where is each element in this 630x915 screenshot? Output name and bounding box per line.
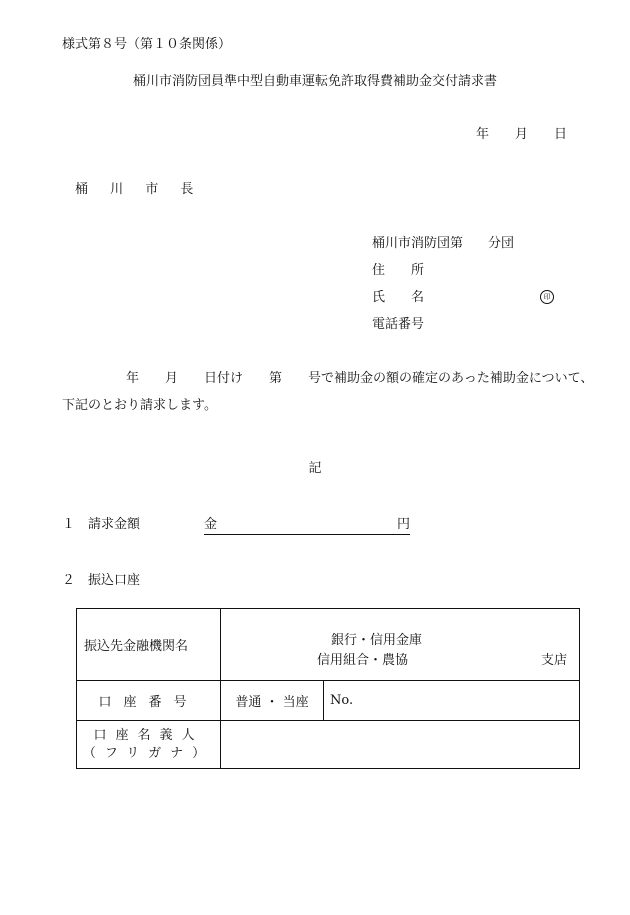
section1-label: １ 請求金額 xyxy=(62,517,141,532)
amount-prefix: 金 xyxy=(204,517,218,532)
account-type-cell xyxy=(221,681,324,721)
account-holder-label-cell xyxy=(77,721,221,769)
bank-name-cell xyxy=(221,609,580,681)
bank-type-line2: 信用組合・農協 xyxy=(317,653,409,668)
furigana-label: （フリガナ） xyxy=(82,745,215,761)
bank-account-table xyxy=(76,608,580,769)
ki-heading: 記 xyxy=(308,461,322,476)
phone-label: 電話番号 xyxy=(372,317,425,332)
seal-mark: 印 xyxy=(540,290,554,304)
bank-type-line1: 銀行・信用金庫 xyxy=(331,633,423,648)
bank-label-cell xyxy=(77,609,221,681)
account-no-cell xyxy=(324,681,580,721)
branch-label: 支店 xyxy=(540,653,567,668)
address-label: 住 所 xyxy=(372,263,425,278)
body-line2: 下記のとおり請求します。 xyxy=(62,398,217,413)
body-month-label: 月 xyxy=(165,371,179,386)
account-number-label-cell xyxy=(77,681,221,721)
date-year-label: 年 xyxy=(476,127,490,142)
amount-suffix: 円 xyxy=(396,517,410,532)
section2-label: ２ 振込口座 xyxy=(62,573,141,588)
date-month-label: 月 xyxy=(515,127,529,142)
body-year-label: 年 xyxy=(126,371,140,386)
amount-field xyxy=(204,518,410,535)
account-holder-value-cell xyxy=(221,721,580,769)
account-number-label: 口座番号 xyxy=(98,695,199,710)
body-dated-label: 日付け xyxy=(204,371,244,386)
bank-label: 振込先金融機関名 xyxy=(84,639,189,654)
form-number-label: 様式第８号（第１０条関係） xyxy=(62,37,232,52)
affiliation-prefix: 桶川市消防団第 xyxy=(372,236,464,251)
account-holder-row xyxy=(77,721,580,769)
account-holder-label: 口座名義人 xyxy=(93,727,204,743)
affiliation-suffix: 分団 xyxy=(488,236,515,251)
date-day-label: 日 xyxy=(554,127,568,142)
body-number-prefix: 第 xyxy=(269,371,283,386)
bank-row xyxy=(77,609,580,681)
addressee: 桶 川 市 長 xyxy=(75,182,203,197)
account-no-label: No. xyxy=(330,693,354,708)
name-label: 氏 名 xyxy=(372,290,425,305)
account-number-row xyxy=(77,681,580,721)
account-type-options: 普通 ・ 当座 xyxy=(235,695,309,710)
body-line1-rest: 号で補助金の額の確定のあった補助金について、 xyxy=(308,371,594,386)
document-title: 桶川市消防団員準中型自動車運転免許取得費補助金交付請求書 xyxy=(132,74,497,89)
